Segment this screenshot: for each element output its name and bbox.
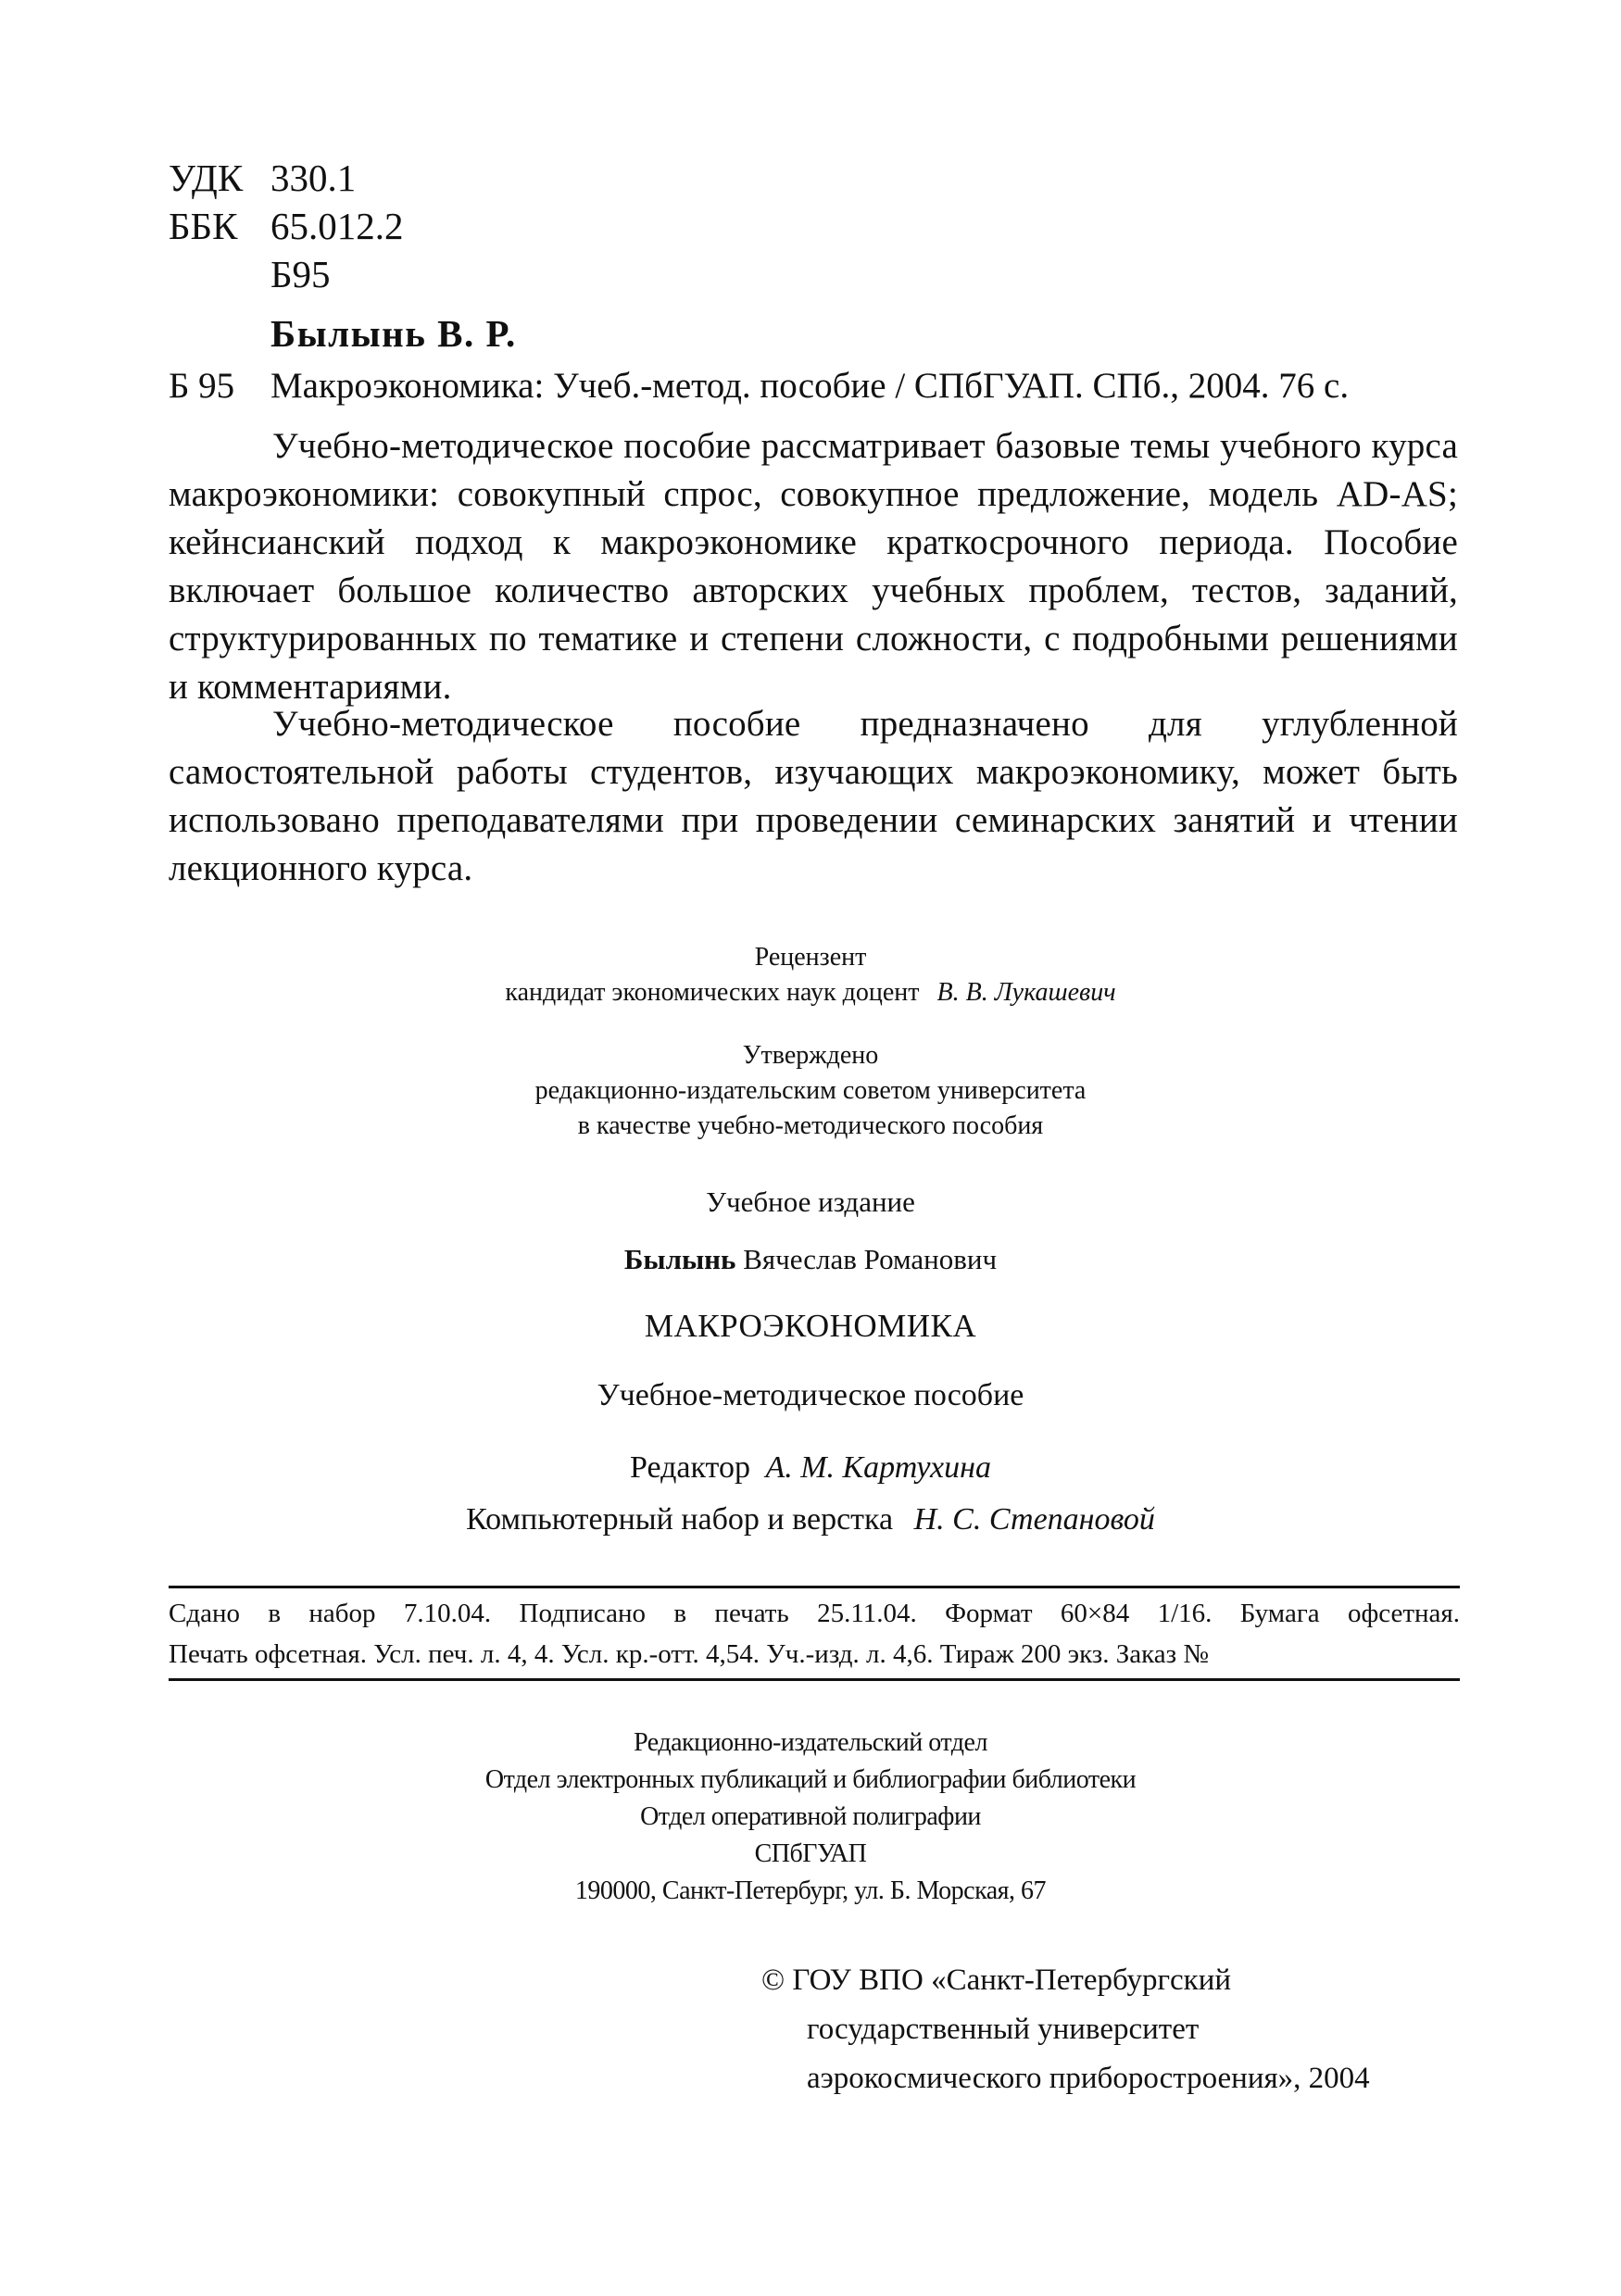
udk-value: 330.1 [270, 157, 357, 199]
layout-label: Компьютерный набор и верстка [466, 1502, 894, 1537]
catalog-index: Б 95 [169, 366, 235, 406]
edition-genre: Учебное-методическое пособие [597, 1378, 1024, 1412]
publisher-line-4: СПбГУАП [754, 1839, 867, 1868]
reviewer-title: кандидат экономических наук доцент [505, 978, 920, 1007]
layout-name: Н. С. Степановой [913, 1502, 1155, 1537]
title-line [270, 365, 1349, 407]
approval-line-2: в качестве учебно-методического пособия [577, 1111, 1044, 1140]
annotation-paragraph-2: Учебно-методическое пособие предназначено для углубленной самостоятельной работы студентов, изучающих макроэкономику, может быть использовано преподавателями при проведении семинарских занятий и чтении лекционного курса. [169, 704, 1458, 888]
imprint-line-1: Сдано в набор 7.10.04. Подписано в печать 25.11.04. Формат 60×84 1/16. Бумага офсетная. [169, 1599, 1460, 1628]
reviewer-label: Рецензент [754, 943, 867, 972]
bbk-value: 65.012.2 [270, 205, 404, 247]
publisher-line-5: 190000, Санкт-Петербург, ул. Б. Морская, 67 [574, 1876, 1047, 1905]
approval-label: Утверждено [742, 1041, 879, 1070]
publisher-line-1: Редакционно-издательский отдел [634, 1728, 987, 1757]
publisher-line-3: Отдел оперативной полиграфии [640, 1802, 981, 1831]
layout-line [0, 1502, 1621, 1537]
author-mark: Б95 [270, 253, 331, 295]
editor-line [0, 1450, 1621, 1486]
copyright-block [761, 1956, 1370, 2103]
book-imprint-short: Учеб.-метод. пособие / СПбГУАП. СПб., 2004. 76 с. [553, 366, 1350, 406]
imprint-rule-bottom [169, 1678, 1460, 1681]
copyright-line-3: аэрокосмического приборостроения», 2004 [807, 2062, 1370, 2095]
publisher-line-2: Отдел электронных публикаций и библиографии библиотеки [484, 1765, 1137, 1794]
edition-author-given: Вячеслав Романович [743, 1243, 998, 1275]
imprint-block [169, 1593, 1460, 1675]
annotation-paragraph-1: Учебно-методическое пособие рассматривает базовые темы учебного курса макроэкономики: совокупный спрос, совокупное предложение, модель AD-AS; кейнсианский подход к макроэкономике краткосрочного периода. Пособие включает большое количество авторских учебных проблем, тестов, заданий, структурированных по тематике и степени сложности, с подробными решениями и комментариями. [169, 426, 1458, 707]
copyright-line-1: © ГОУ ВПО «Санкт-Петербургский [761, 1964, 1232, 1997]
edition-author [0, 1243, 1621, 1276]
approval-line-1: редакционно-издательским советом университета [534, 1076, 1087, 1105]
author-heading: Былынь В. Р. [270, 312, 517, 355]
edition-author-surname: Былынь [623, 1243, 736, 1275]
reviewer-line [0, 978, 1621, 1008]
edition-title: МАКРОЭКОНОМИКА [644, 1308, 977, 1344]
bbk-label: ББК [169, 205, 238, 247]
imprint-line-2: Печать офсетная. Усл. печ. л. 4, 4. Усл. кр.-отт. 4,54. Уч.-изд. л. 4,6. Тираж 200 экз. Заказ № [169, 1639, 1210, 1669]
editor-label: Редактор [629, 1450, 750, 1485]
udk-label: УДК [169, 157, 244, 199]
reviewer-name: В. В. Лукашевич [936, 978, 1116, 1007]
edition-type: Учебное издание [706, 1186, 915, 1218]
book-title: Макроэкономика: [270, 366, 545, 406]
editor-name: А. М. Картухина [765, 1450, 991, 1485]
imprint-rule-top [169, 1586, 1460, 1588]
copyright-line-2: государственный университет [807, 2013, 1200, 2046]
